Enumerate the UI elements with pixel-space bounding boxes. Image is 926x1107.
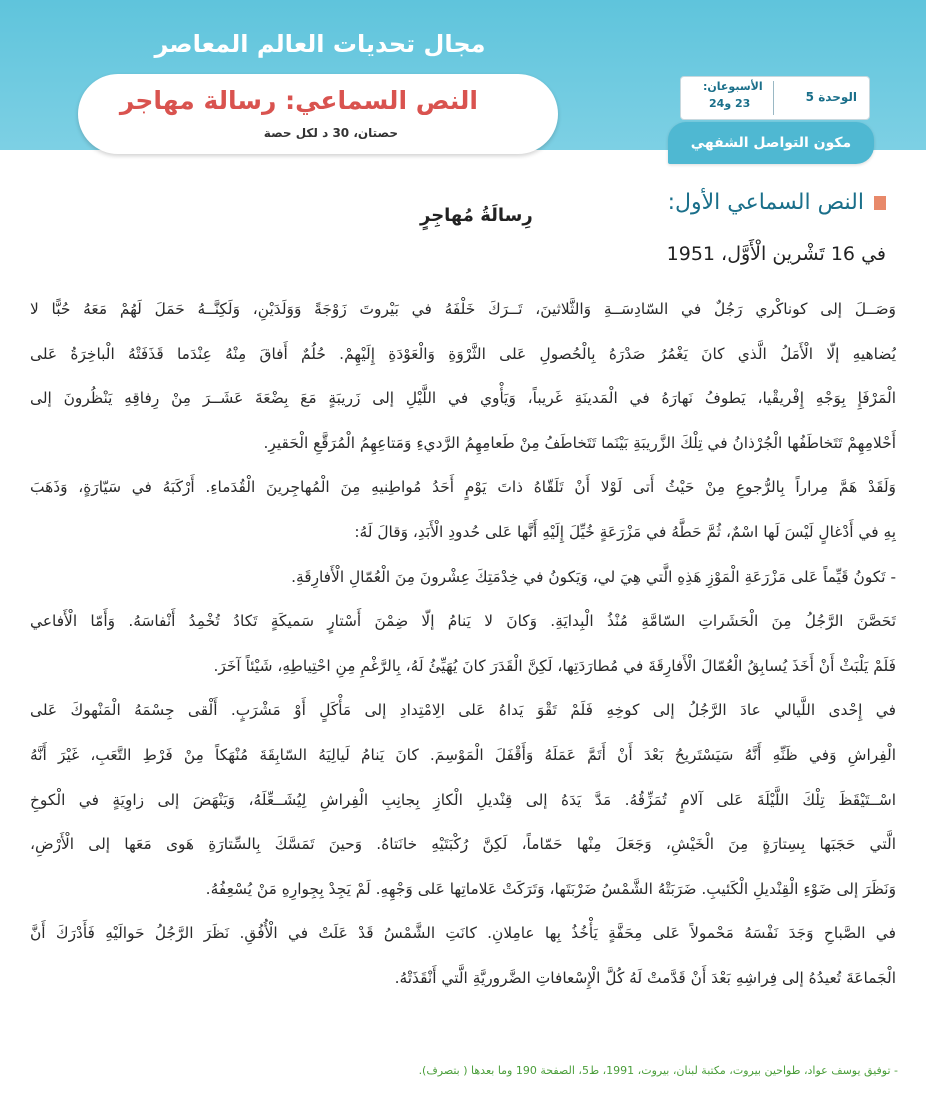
story-line: وَصَــلَ إلى كوناكْري رَجُلٌ في السّادِسَــةِ وَالثَّلاثينَ، تَــرَكَ خَلْفَهُ في بَيْروتَ زَوْجَةً وَوَلَدَيْنِ، وَلَكِنَّــهُ حَمَلَ لَهُمْ مَعَهُ حُبًّا لا	[30, 300, 896, 318]
component-tab: مكون التواصل الشفهي	[668, 122, 874, 164]
story-line: فَلَمْ يَلْبَثْ أَنْ أَخَذَ يُسابِقُ الْعُمّالَ الْأَفارِقَةَ في مُطارَدَتِها، لَكِنَّ الْقَدَرَ كانَ يُهَيِّئُ لَهُ، بِالرَّغْمِ مِنِ احْتِياطِهِ، شَيْئاً آخَرَ.	[213, 656, 896, 675]
story-title: رِسالَةُ مُهاجِرٍ	[420, 205, 533, 226]
lesson-sessions: حصتان، 30 د لكل حصة	[263, 126, 398, 140]
story-line: الْفِراشِ وَفي ظَنِّهِ أَنَّهُ سَيَسْتَريحُ بَعْدَ أَنْ أَتَمَّ عَمَلَهُ وَأَقْفَلَ الْمَوْسِمَ. كانَ يَنامُ لَيالِيَهُ السّابِقَةَ مُنْهَكاً مِنْ فَرْطِ التَّعَبِ، غَيْرَ أَنَّهُ	[30, 745, 896, 764]
story-line: في إِحْدى اللَّيالي عادَ الرَّجُلُ إلى كوخِهِ فَلَمْ تَقْوَ يَداهُ عَلى الِامْتِدادِ إلى مَأْكَلٍ أَوْ مَشْرَبٍ. أَلْقى جِسْمَهُ الْمَنْهوكَ عَلى	[30, 701, 896, 720]
weeks-value: 23 و24	[709, 97, 751, 110]
weeks-label: الأسبوعان:	[703, 80, 763, 93]
field-title: مجال تحديات العالم المعاصر	[154, 30, 486, 58]
story-line: الَّتي حَجَبَها بِسِتارَةٍ مِنَ الْخَيْشِ، وَجَعَلَ مِنْها حَمّاماً، لَكِنَّ رُكْبَتَيْهِ خانَتاهُ. وَحينَ تَمَسَّكَ بِالسِّتارَةِ هَوى مَعَها إلى الْأَرْضِ،	[30, 835, 896, 854]
lesson-title-box	[78, 74, 558, 154]
story-line: في الصَّباحِ وَجَدَ نَفْسَهُ مَحْمولاً عَلى مِحَفَّةٍ يَأْخُذُ بِها عامِلانِ. كانَتِ الشَّمْسُ قَدْ عَلَتْ في الْأُفُقِ. نَظَرَ الرَّجُلُ حَوالَيْهِ فَأَدْرَكَ أَنَّ	[30, 924, 896, 943]
story-line: أَحْلامِهِمْ تَتَخاطَفُها الْجُرْذانُ في تِلْكَ الزَّريبَةِ بَيْنَما تَتَخاطَفُ مِنْ طَعامِهِمُ الرَّديءِ وَمَتاعِهِمُ الْمُرَقَّعِ الْحَقيرِ.	[263, 433, 896, 452]
story-body	[30, 287, 896, 1001]
unit-label: الوحدة 5	[805, 90, 857, 104]
source-citation: - توفيق يوسف عواد، طواحين بيروت، مكتبة لبنان، بيروت، 1991، ط5، الصفحة 190 وما بعدها ( بتصرف).	[418, 1064, 898, 1077]
story-line: وَنَظَرَ إلى ضَوْءِ الْقِنْديلِ الْكَئيبِ. ضَرَبَتْهُ الشَّمْسُ ضَرْبَتَها، وَتَرَكَتْ عَلاماتِها عَلى وَجْهِهِ. لَمْ يَجِدْ بِجِوارِهِ مَنْ يُسْعِفُهُ.	[205, 879, 896, 898]
story-line: - تَكونُ قَيِّماً عَلى مَزْرَعَةِ الْمَوْزِ هَذِهِ الَّتي هِيَ لي، وَيَكونُ في خِدْمَتِكَ عِشْرونَ مِنَ الْعُمّالِ الْأَفارِقَةِ.	[291, 567, 896, 586]
section-heading	[668, 190, 886, 215]
section-marker-icon	[874, 196, 886, 210]
story-date: في 16 تَشْرين الْأَوَّل، 1951	[666, 243, 886, 265]
story-line: الْمَرْفَإِ بِوَجْهِ إِفْريقْيا، يَطوفُ نَهارَهُ في الْمَدينَةِ غَريباً، وَيَأْوي في اللَّيْلِ إلى زَريبَةٍ مَعَ بِضْعَةَ عَشَــرَ مِنْ رِفاقِهِ يَنْظُرونَ إلى	[30, 389, 896, 408]
story-line: بِهِ في أَدْغالٍ لَيْسَ لَها اسْمٌ، ثُمَّ حَطَّهُ في مَزْرَعَةٍ خُيِّلَ إِلَيْهِ أَنَّها عَلى حُدودِ الْأَبَدِ، وَقالَ لَهُ:	[354, 522, 896, 541]
story-line: وَلَقَدْ هَمَّ مِراراً بِالرُّجوعِ مِنْ حَيْثُ أَتى لَوْلا أَنْ تَلَقّاهُ ذاتَ يَوْمٍ أَحَدُ مُواطِنيهِ مِنَ الْمُهاجِرينَ الْقُدَماءِ. أَرْكَبَهُ في سَيّارَةٍ، وَذَهَبَ	[30, 478, 896, 497]
story-line: يُضاهيهِ إلّا الْأَمَلُ الَّذي كانَ يَغْمُرُ صَدْرَهُ بِالْحُصولِ عَلى الثَّرْوَةِ وَالْعَوْدَةِ إِلَيْهِمْ. حُلُمٌ أَفاقَ مِنْهُ عِنْدَما قَذَفَتْهُ الْباخِرَةُ عَلى	[30, 344, 896, 363]
unit-card	[680, 76, 870, 120]
story-line: تَحَصَّنَ الرَّجُلُ مِنَ الْحَشَراتِ السّامَّةِ مُنْذُ الْبِدايَةِ. وَكانَ لا يَنامُ إلّا ضِمْنَ أَسْتارٍ سَميكَةٍ تَكادُ تُخْمِدُ أَنْفاسَهُ. وَأَمّا الْأَفاعي	[30, 612, 896, 631]
section-heading-text: النص السماعي الأول:	[667, 190, 864, 215]
story-line: اسْــتَيْقَظَ تِلْكَ اللَّيْلَةَ عَلى آلامٍ تُمَزِّقُهُ. مَدَّ يَدَهُ إلى قِنْديلِ الْكازِ بِجانِبِ الْفِراشِ لِيُشَــعِّلَهُ، وَيَنْهَضَ إلى زاوِيَةٍ في الْكوخِ	[30, 790, 896, 809]
lesson-title: النص السماعي: رسالة مهاجر	[119, 86, 478, 115]
story-line: الْجَماعَةَ تُعيدُهُ إلى فِراشِهِ بَعْدَ أَنْ قَدَّمتْ لَهُ كُلَّ الْإِسْعافاتِ الضَّروريَّةِ الَّتي أَنْقَذَتْهُ.	[394, 968, 896, 987]
unit-divider	[773, 81, 774, 115]
